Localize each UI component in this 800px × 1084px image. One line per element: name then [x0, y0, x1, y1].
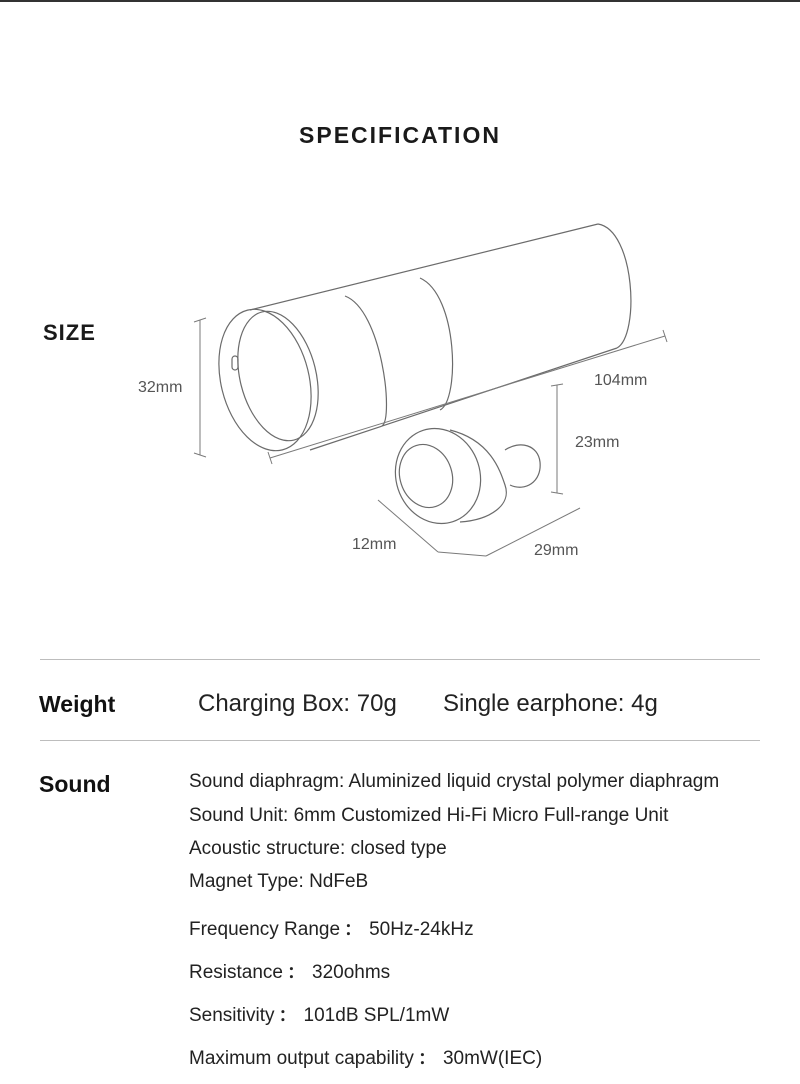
spec-item: Sensitivity ： 101dB SPL/1mW	[189, 1005, 450, 1026]
dim-label-earbud-depth: 12mm	[352, 536, 397, 553]
spec-item: Acoustic structure: closed type	[189, 838, 447, 859]
single-earphone-weight: Single earphone: 4g	[443, 690, 658, 717]
divider	[40, 659, 760, 660]
spec-item: Magnet Type: NdFeB	[189, 871, 369, 892]
weight-label: Weight	[39, 691, 116, 717]
earbud-drawing	[383, 417, 540, 534]
dim-label-case-length: 104mm	[594, 372, 648, 389]
dim-label-case-diameter: 32mm	[138, 379, 183, 396]
product-dimension-diagram	[120, 200, 680, 580]
spec-item: Frequency Range ： 50Hz-24kHz	[189, 919, 474, 940]
spec-item: Sound Unit: 6mm Customized Hi-Fi Micro Full-range Unit	[189, 805, 669, 826]
top-border	[0, 0, 800, 2]
divider	[40, 740, 760, 741]
dim-label-earbud-height: 23mm	[575, 434, 620, 451]
charging-box-weight: Charging Box: 70g	[198, 690, 397, 717]
spec-item: Resistance ： 320ohms	[189, 962, 391, 983]
charging-case-drawing	[205, 224, 631, 461]
spec-item: Sound diaphragm: Aluminized liquid crystal polymer diaphragm	[189, 771, 720, 792]
spec-item: Maximum output capability ： 30mW(IEC)	[189, 1048, 543, 1069]
dim-label-earbud-width: 29mm	[534, 542, 579, 559]
size-label: SIZE	[43, 320, 96, 345]
sound-label: Sound	[39, 771, 111, 797]
page-title: SPECIFICATION	[299, 122, 501, 148]
